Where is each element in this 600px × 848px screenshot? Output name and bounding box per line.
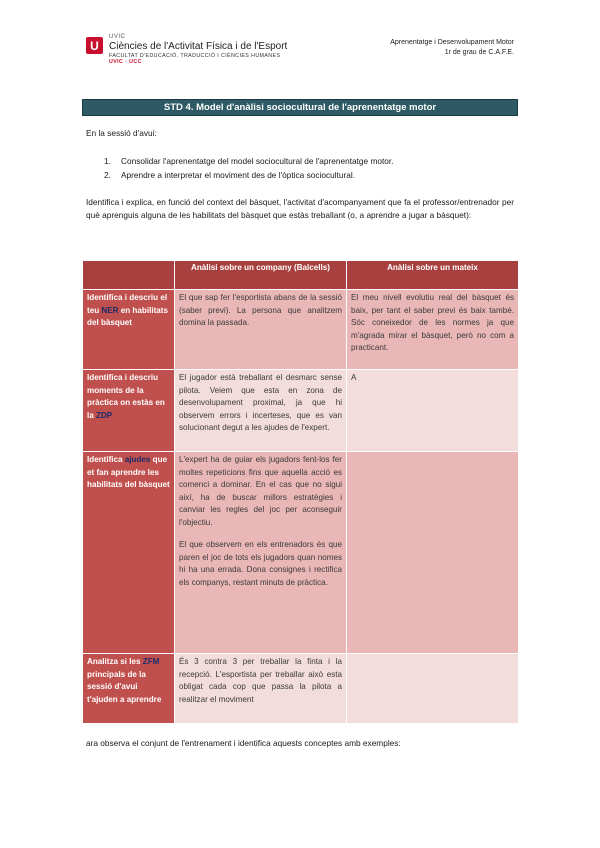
row-label: Identifica i descriu moments de la pràctica on estàs en la ZDP	[83, 370, 175, 452]
table-row	[83, 452, 519, 654]
logo-university-name: Ciències de l'Activitat Física i de l'Esport	[109, 40, 288, 52]
company-cell[interactable]: És 3 contra 3 per treballar la finta i la recepció. L'esportista per treballar això esta obligat cada cop que passa la pilota a realitzar el moviment	[175, 654, 347, 724]
self-cell[interactable]	[347, 452, 519, 654]
analysis-table	[82, 260, 519, 724]
list-item: 2. Aprendre a interpretar el moviment des de l'òptica sociocultural.	[104, 169, 356, 180]
self-cell[interactable]: A	[347, 370, 519, 452]
row-label: Identifica i descriu el teu NER en habilitats del bàsquet	[83, 290, 175, 370]
table-header-empty	[83, 261, 175, 290]
self-cell[interactable]: El meu nivell evolutiu real del bàsquet és baix, per tant el saber previ és baix també. Sóc coneixedor de les normes ja que m'agrada mirar el bàsquet, però no com a practicant.	[347, 290, 519, 370]
logo-top-text: UVIC	[109, 34, 126, 40]
row-label: Identifica ajudes que et fan aprendre les habilitats del bàsquet	[83, 452, 175, 654]
intro-text: En la sessió d'avui:	[86, 128, 157, 138]
table-row	[83, 290, 519, 370]
objectives-list	[104, 155, 394, 182]
uvic-logo-icon: U	[86, 37, 103, 54]
logo-org: UVIC · UCC	[109, 59, 142, 66]
course-header	[390, 38, 514, 58]
logo-faculty-name: FACULTAT D'EDUCACIÓ, TRADUCCIÓ I CIÈNCIES HUMANES	[109, 53, 281, 60]
company-cell-paragraph-2: El que observem en els entrenadors és que paren el joc de tots els jugadors quan nomes hi ha una errada. Dona consignes i rectifica els companys, restant minuts de pràctica.	[179, 540, 342, 587]
self-cell[interactable]	[347, 654, 519, 724]
university-logo	[86, 34, 287, 66]
list-item: 1. Consolidar l'aprenentatge del model sociocultural de l'aprenentatge motor.	[104, 156, 394, 166]
course-name: Aprenentatge i Desenvolupament Motor	[390, 39, 514, 46]
table-row	[83, 370, 519, 452]
instructions-paragraph: Identifica i explica, en funció del context del bàsquet, l'activitat d'acompanyament que fa el professor/entrenador per què aprenguis alguna de les habilitats del bàsquet que estàs treballant (o, a aprendre a jugar a bàsquet):	[86, 197, 514, 220]
table-header-company: Anàlisi sobre un company (Balcells)	[175, 261, 347, 290]
company-cell[interactable]: El jugador està treballant el desmarc sense pilota. Veiem que esta en zona de desenvolupament proximal, ja que hi observem errors i incerteses, que es van solucionant degut a les ajudes de l'expert.	[175, 370, 347, 452]
footer-instruction: ara observa el conjunt de l'entrenament i identifica aquests conceptes amb exemples:	[86, 738, 401, 748]
row-label: Analitza si les ZFM principals de la sessió d'avui t'ajuden a aprendre	[83, 654, 175, 724]
page-title: STD 4. Model d'anàlisi sociocultural de l'aprenentatge motor	[82, 99, 518, 116]
table-row	[83, 654, 519, 724]
company-cell[interactable]: El que sap fer l'esportista abans de la sessió (saber previ). La persona que analitzem domina la passada.	[175, 290, 347, 370]
table-header-self: Anàlisi sobre un mateix	[347, 261, 519, 290]
company-cell-paragraph-1: L'expert ha de guiar els jugadors fent-los fer moltes repeticions fins que aquella acció es comenci a dominar. En el cas que no sigui així, ha de buscar millors estratègies i canviar les regles del joc per aconseguir l'objectiu.	[179, 455, 342, 527]
company-cell[interactable]	[175, 452, 347, 654]
course-level: 1r de grau de C.A.F.E.	[444, 49, 514, 57]
